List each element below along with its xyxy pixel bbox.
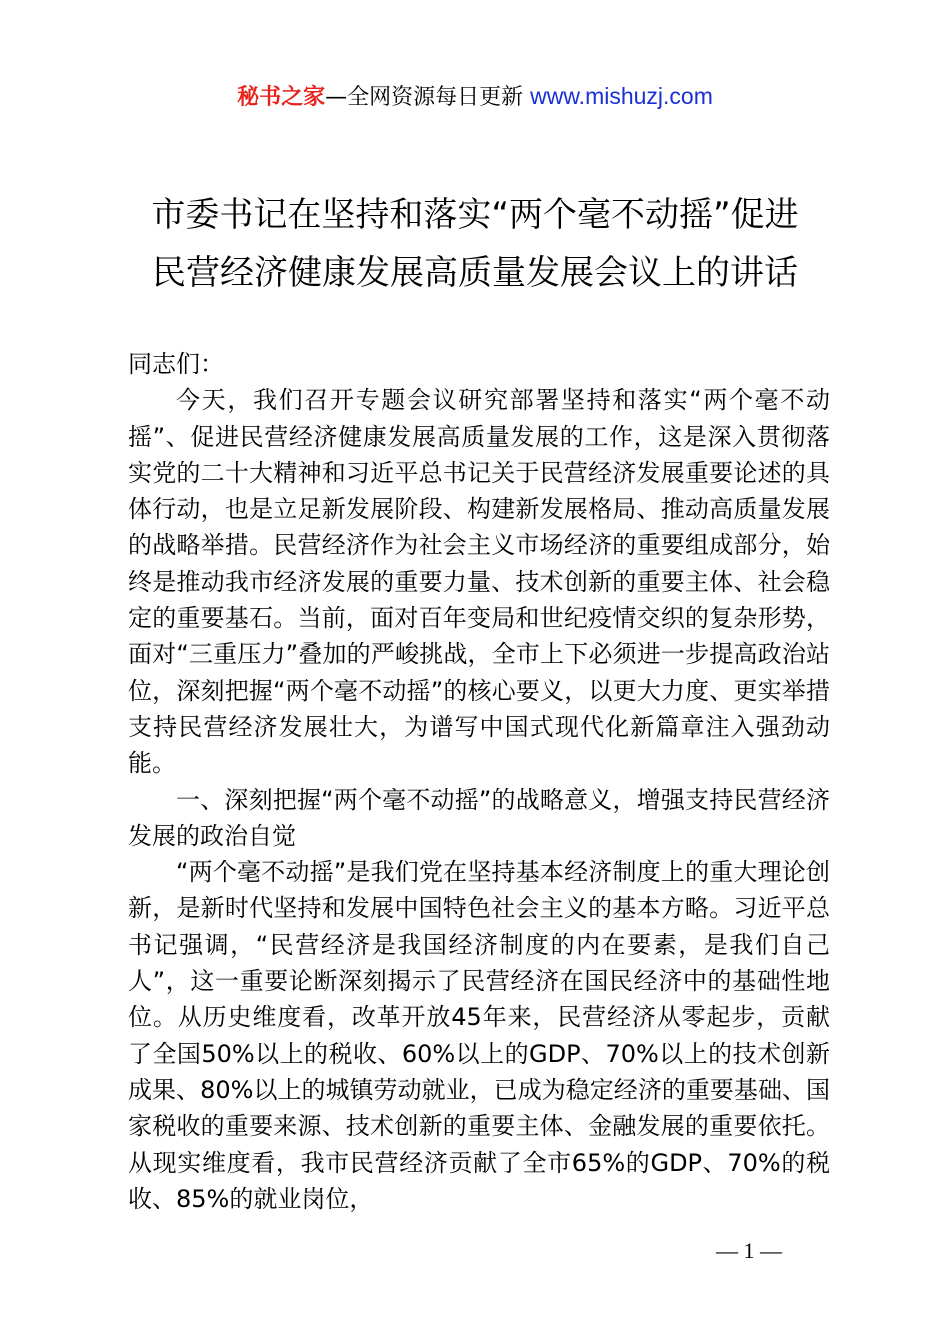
greeting: 同志们： <box>128 350 224 378</box>
page-number: — 1 — <box>716 1238 782 1263</box>
section-heading-1: 一、深刻把握“两个毫不动摇”的战略意义，增强支持民营经济发展的政治自觉 <box>128 785 830 850</box>
title-line-1: 市委书记在坚持和落实“两个毫不动摇”促进 <box>151 195 799 235</box>
site-url[interactable]: www.mishuzj.com <box>530 83 713 109</box>
paragraph-intro: 今天，我们召开专题会议研究部署坚持和落实“两个毫不动摇”、促进民营经济健康发展高质量发展的工作，这是深入贯彻落实党的二十大精神和习近平总书记关于民营经济发展重要论述的具体行动，也是立足新发展阶段、构建新发展格局、推动高质量发展的战略举措。民营经济作为社会主义市场经济的重要组成部分，始终是推动我市经济发展的重要力量、技术创新的重要主体、社会稳定的重要基石。当前，面对百年变局和世纪疫情交织的复杂形势，面对“三重压力”叠加的严峻挑战，全市上下必须进一步提高政治站位，深刻把握“两个毫不动摇”的核心要义，以更大力度、更实举措支持民营经济发展壮大，为谱写中国式现代化新篇章注入强劲动能。 <box>128 386 830 778</box>
site-banner <box>0 80 950 114</box>
brand-name: 秘书之家 <box>237 85 326 110</box>
banner-slogan: —全网资源每日更新 <box>325 85 531 110</box>
document-body <box>128 346 830 1217</box>
title-line-2: 民营经济健康发展高质量发展会议上的讲话 <box>152 253 798 293</box>
paragraph-section-1: “两个毫不动摇”是我们党在坚持基本经济制度上的重大理论创新，是新时代坚持和发展中国特色社会主义的基本方略。习近平总书记强调，“民营经济是我国经济制度的内在要素，是我们自己人”，这一重要论断深刻揭示了民营经济在国民经济中的基础性地位。从历史维度看，改革开放45年来，民营经济从零起步，贡献了全国50%以上的税收、60%以上的GDP、70%以上的技术创新成果、80%以上的城镇劳动就业，已成为稳定经济的重要基础、国家税收的重要来源、技术创新的重要主体、金融发展的重要依托。从现实维度看，我市民营经济贡献了全市65%的GDP、70%的税收、85%的就业岗位， <box>128 858 830 1213</box>
document-title <box>0 186 950 302</box>
